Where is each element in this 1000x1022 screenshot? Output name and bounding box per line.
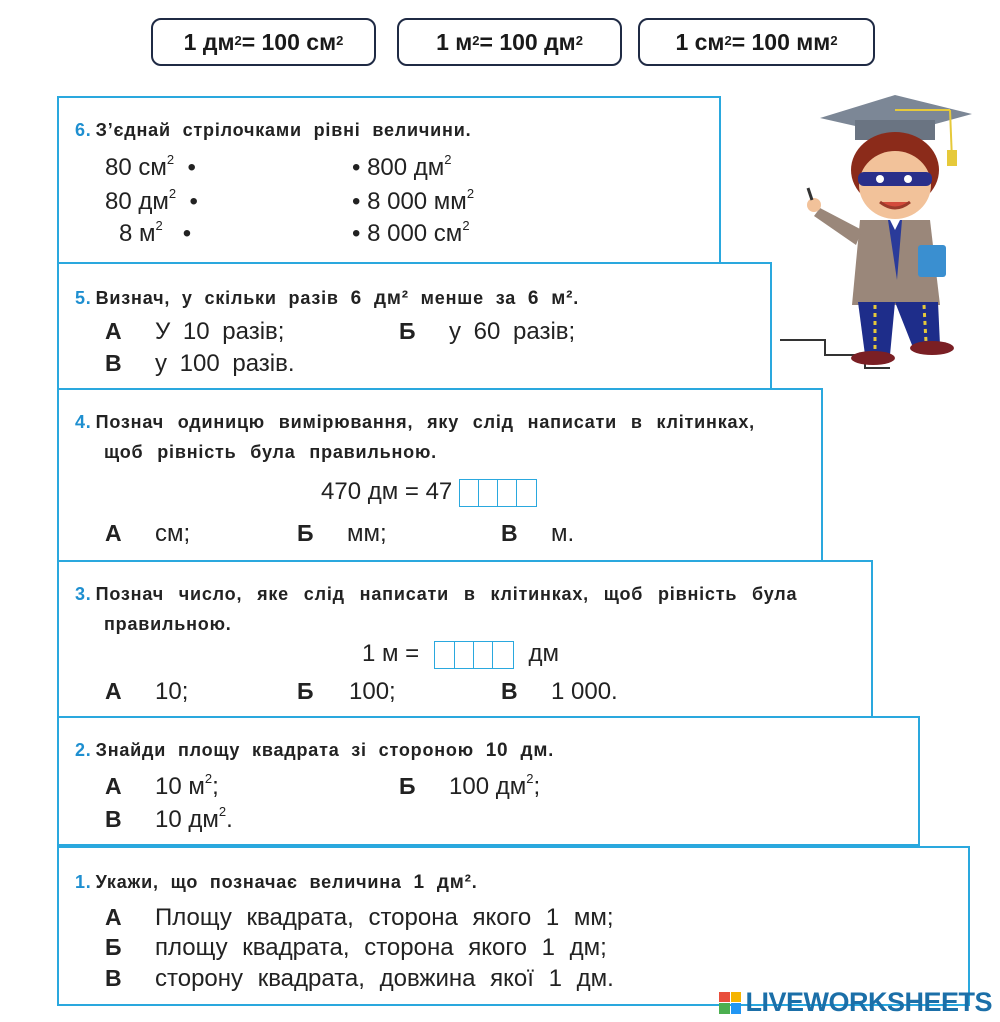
task-5-card [57,262,772,390]
answer-cells[interactable] [434,641,514,669]
answer-option[interactable]: Площу квадрата, сторона якого 1 мм; [155,904,614,931]
answer-option[interactable]: см; [155,520,191,547]
task-1-question: 1. Укажи, що позначає величина 1 дм². [75,872,478,893]
formula-left: 1 дм [183,28,235,55]
answer-cells[interactable] [459,479,537,507]
task-4-question: 4. Познач одиницю вимірювання, яку слід написати в клітинках, [75,412,755,432]
answer-option[interactable]: 10 $м^2$; [155,771,219,800]
task-3-question-line2: правильною. [104,614,232,634]
task-6-right-item[interactable]: • 8 000 $мм^2$ [352,186,475,215]
task-6-left-item[interactable]: 80 $дм^2$ • [105,186,198,215]
task-6-left-item[interactable]: 8 $м^2$ • [119,218,192,247]
task-3-question: 3. Познач число, яке слід написати в клітинках, щоб рівність була [75,584,798,604]
option-letter: Б [399,773,416,799]
option-letter: В [501,520,518,546]
task-6-right-item[interactable]: • 8 000 $см^2$ [352,218,470,247]
answer-option[interactable]: 1 000. [551,678,618,705]
answer-option[interactable]: 10 $дм^2$. [155,804,233,833]
task-4-question-line2: щоб рівність була правильною. [104,442,437,462]
answer-option[interactable]: 100 $дм^2$; [449,771,541,800]
answer-option[interactable]: 100; [349,678,396,705]
option-letter: Б [297,520,314,546]
liveworksheets-logo-icon [719,992,741,1014]
task-6-question: 6. З’єднай стрілочками рівні величини. [75,120,472,140]
watermark-text: LIVEWORKSHEETS [745,987,992,1017]
answer-option[interactable]: м. [551,520,575,547]
formula-box: 1 дм $^2$ = 100 см $^2$ [151,18,376,66]
answer-option[interactable]: мм; [347,520,387,547]
option-letter: Б [105,934,122,960]
formula-box: 1 см $^2$ = 100 мм $^2$ [638,18,875,66]
task-3-equation: 1 м = дм [362,640,560,667]
task-4-equation: 470 дм = 47 [321,478,537,507]
option-letter: А [105,520,122,546]
option-letter: А [105,904,122,930]
option-letter: А [105,678,122,704]
option-letter: В [501,678,518,704]
task-1-card [57,846,970,1006]
task-6-card [57,96,721,264]
option-letter: В [105,350,122,376]
task-4-card [57,388,823,562]
liveworksheets-watermark [719,987,992,1018]
answer-option[interactable]: У 10 разів; [155,318,285,345]
option-letter: А [105,318,122,344]
answer-option[interactable]: 10; [155,678,189,705]
task-2-question: 2. Знайди площу квадрата зі стороною 10 дм. [75,740,555,761]
task-5-question: 5. Визнач, у скільки разів 6 дм² менше за 6 м². [75,288,580,309]
task-2-card [57,716,920,846]
option-letter: В [105,965,122,991]
option-letter: Б [399,318,416,344]
graduate-boy-illustration [800,90,980,370]
task-6-left-item[interactable]: 80 $см^2$ • [105,152,196,181]
answer-option[interactable]: площу квадрата, сторона якого 1 дм; [155,934,607,961]
task-6-right-item[interactable]: • 800 $дм^2$ [352,152,452,181]
task-3-card [57,560,873,718]
option-letter: В [105,806,122,832]
answer-option[interactable]: у 60 разів; [449,318,576,345]
formula-box: 1 м $^2$ = 100 дм $^2$ [397,18,622,66]
option-letter: А [105,773,122,799]
answer-option[interactable]: сторону квадрата, довжина якої 1 дм. [155,965,614,992]
answer-option[interactable]: у 100 разів. [155,350,295,377]
option-letter: Б [297,678,314,704]
